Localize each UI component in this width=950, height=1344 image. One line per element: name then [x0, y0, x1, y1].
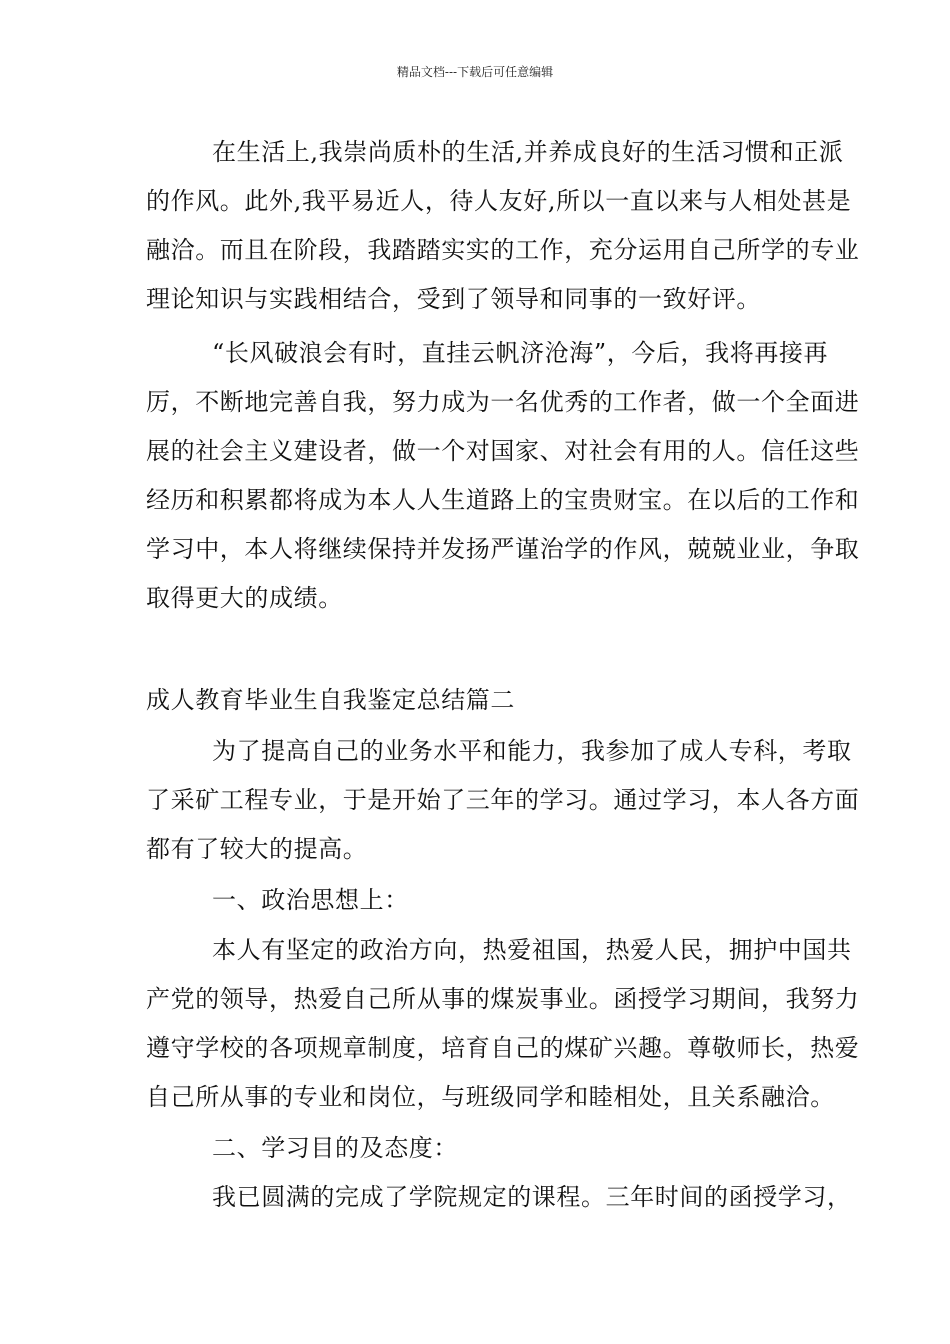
paragraph-line: “长风破浪会有时，直挂云帆济沧海”，今后，我将再接再 [212, 339, 829, 367]
paragraph-line: 了采矿工程专业，于是开始了三年的学习。通过学习，本人各方面 [146, 786, 860, 814]
paragraph-line: 我已圆满的完成了学院规定的课程。三年时间的函授学习， [212, 1183, 852, 1211]
paragraph-line: 厉，不断地完善自我，努力成为一名优秀的工作者，做一个全面进 [146, 388, 860, 416]
paragraph-line: 理论知识与实践相结合，受到了领导和同事的一致好评。 [146, 285, 761, 313]
paragraph-line: 取得更大的成绩。 [146, 584, 343, 612]
paragraph-line: 学习中，本人将继续保持并发扬严谨治学的作风，兢兢业业，争取 [146, 535, 860, 563]
subsection-heading: 一、政治思想上： [212, 886, 409, 914]
subsection-heading: 二、学习目的及态度： [212, 1134, 458, 1162]
paragraph-line: 遵守学校的各项规章制度，培育自己的煤矿兴趣。尊敬师长，热爱 [146, 1034, 860, 1062]
section-heading: 成人教育毕业生自我鉴定总结篇二 [146, 686, 515, 714]
paragraph-line: 为了提高自己的业务水平和能力，我参加了成人专科，考取 [212, 737, 852, 765]
paragraph-line: 经历和积累都将成为本人人生道路上的宝贵财宝。在以后的工作和 [146, 486, 860, 514]
paragraph-line: 在生活上,我崇尚质朴的生活,并养成良好的生活习惯和正派 [212, 138, 844, 166]
page-header: 精品文档---下载后可任意编辑 [396, 65, 554, 79]
paragraph-line: 都有了较大的提高。 [146, 835, 368, 863]
paragraph-line: 的作风。此外,我平易近人，待人友好,所以一直以来与人相处甚是 [146, 187, 852, 215]
paragraph-line: 本人有坚定的政治方向，热爱祖国，热爱人民，拥护中国共 [212, 936, 852, 964]
paragraph-line: 融洽。而且在阶段，我踏踏实实的工作，充分运用自己所学的专业 [146, 236, 860, 264]
paragraph-line: 展的社会主义建设者，做一个对国家、对社会有用的人。信任这些 [146, 437, 860, 465]
paragraph-line: 产党的领导，热爱自己所从事的煤炭事业。函授学习期间，我努力 [146, 985, 860, 1013]
paragraph-line: 自己所从事的专业和岗位，与班级同学和睦相处，且关系融洽。 [146, 1083, 835, 1111]
